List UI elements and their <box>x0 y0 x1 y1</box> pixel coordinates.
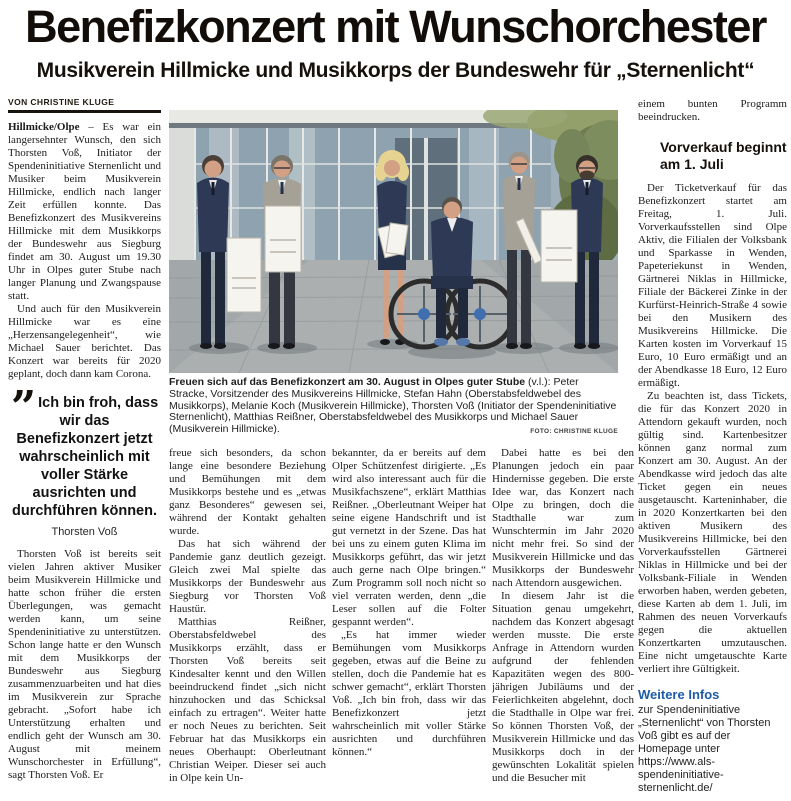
dateline: Hillmicke/Olpe <box>8 121 80 133</box>
photo-credit: FOTO: CHRISTINE KLUGE <box>525 428 618 436</box>
column-1 <box>8 121 161 799</box>
body-paragraph: freue sich besonders, da schon lange eine besondere Beziehung und Bemühungen mit dem Musikkorps bestehe und es „etwas ganz Besonderes“ gewesen sei, während der Kontakt gehalten wurde. <box>169 447 326 537</box>
subheadline: Musikverein Hillmicke und Musikkorps der Bundeswehr für „Sternenlicht“ <box>36 59 755 82</box>
pull-quote-body: Ich bin froh, dass wir das Benefizkonzert jetzt wahrscheinlich mit voller Stärke ausrichten und durchführen können. <box>12 395 159 519</box>
body-paragraph: Der Ticketverkauf für das Benefizkonzert startet am Freitag, 1. Juli. Vorverkaufsstellen sind Olpe Aktiv, die Filialen der Volksbank und Sparkasse in Wenden, Papeteriekunst in Wenden, Gärtnerei Niklas in Hillmicke, Filiale der Bäckerei Zinke in der Kurfürst-Heinrich-Straße 4 sowie bei den Musikern des Musikvereins Hillmicke. Die Karten kosten im Vorverkauf 15 Euro, 10 Euro ermäßigt und an der Abendkasse 18 Euro, 12 Euro ermäßigt. <box>638 182 787 389</box>
presale-heading-line2: am 1. Juli <box>660 156 724 172</box>
caption-rest: (v.l.): Peter Stracke, Vorsitzender des Musikvereins Hillmicke, Stefan Hahn (Oberstabsfeldwebel des Musikkorps), Melanie Koch (Musikverein Hillmicke), Thorsten Voß (Initiator der Spendeninitiative Sternenlicht), Matthias Reißner, Oberstabsfeldwebel des Musikkorps und Michael Sauer (Musikverein Hillmicke). <box>169 376 617 436</box>
paragraph-text: – Es war ein langersehnter Wunsch, den sich Thorsten Voß, Initiator der Spendeninitiative Sternenlicht und Musiker beim Musikverein Hillmicke, endlich nach langer Zeit erfüllen konnte. Das Benefizkonzert des Musikvereins Hillmicke mit dem Musikkorps der Bundeswehr aus Siegburg findet am 30. August um 19.30 Uhr in Olpes guter Stube nach langer Planung und Zwangspause statt. <box>8 121 161 302</box>
body-paragraph: In diesem Jahr ist die Situation genau umgekehrt, nachdem das Konzert abgesagt werden musste. Die erste Anfrage in Attendorn wurden aufgrund der fehlenden Kapazitäten wegen des 800-jährigen Jubiläums und der Feierlichkeiten abgelehnt, doch die Stadthalle in Olpe war frei. So können Thorsten Voß, der Musikverein Hillmicke und das Musikkorps doch in der gewünschten Lokalität spielen und die Besucher mit <box>492 590 634 784</box>
body-paragraph: „Es hat immer wieder Bemühungen vom Musikkorps gegeben, etwas auf die Beine zu stellen, doch die Pandemie hat es schwer gemacht“, erklärt Thorsten Voß. „Ich bin froh, dass wir das Benefizkonzert jetzt wahrscheinlich mit voller Stärke ausrichten und durchführen können.“ <box>332 629 486 758</box>
body-paragraph: Matthias Reißner, Oberstabsfeldwebel des Musikkorps erzählt, dass er Thorsten Voß bereits seit Kindesalter kennt und den Willen beeindruckend findet „sich nicht hinzuhocken und das Schicksal einfach zu ertragen“. Weiter hatte er noch Neues zu berichten. Seit Februar hat das Musikkorps ein neues Oberhaupt: Oberleutnant Christian Weiper. Dieser sei auch in Olpe kein Un- <box>169 616 326 784</box>
byline <box>8 97 161 113</box>
body-paragraph: Das hat sich während der Pandemie ganz deutlich gezeigt. Gleich zwei Mal spielte das Musikkorps der Bundeswehr aus Siegburg vor Thorsten Voß Haustür. <box>169 538 326 615</box>
body-paragraph: Thorsten Voß ist bereits seit vielen Jahren aktiver Musiker beim Musikverein Hillmicke und hatte schon früher die ersten Überlegungen, was gemacht werden kann, um seine Spendeninitiative zu unterstützen. Schon lange hatte er den Wunsch mit dem Musikkorps der Bundeswehr aus Siegburg zusammenzuarbeiten und hat dies im Musikverein zur Sprache gebracht. „Sofort habe ich Unterstützung erhalten und endlich geht der Wunsch am 30. August mit meinem Wunschorchester in Erfüllung“, sagt Thorsten Voß. Er <box>8 548 161 781</box>
byline-rule <box>8 110 161 113</box>
column-5 <box>638 98 787 800</box>
body-paragraph: Zu beachten ist, dass Tickets, die für das Konzert 2020 in Attendorn gekauft wurden, noch gültig sind. Kartenbesitzer können ganz normal zum Konzert am 30. August. An der Abendkasse wird jedoch das alte Ticket gegen ein neues ausgetauscht. Karteninhaber, die in 2020 Konzertkarten bei den aktiven Musikern des Musikvereins Hillmicke, bei den Vorverkaufsstellen Gärtnerei Niklas in Hillmicke und bei der Volksbank-Filiale in Wenden erworben haben, werden gebeten, diese Karten ab dem 1. Juli, im Rahmen des neuen Vorverkaufs gegen die aktuellen Konzertkarten umzutauschen. Eine nicht umgetauschte Karte verliert ihre Gültigkeit. <box>638 390 787 675</box>
more-info-heading: Weitere Infos <box>638 687 720 702</box>
byline-text: VON CHRISTINE KLUGE <box>8 97 115 107</box>
body-paragraph: bekannter, da er bereits auf dem Olper Schützenfest dirigierte. „Es wird also interessant auch für die Musikfachszene“, erklärt Matthias Reißner. „Oberleutnant Weiper hat seine eigene Handschrift und ist gut vernetzt in der Szene. Das hat bei uns zu einem guten Klima im Musikkorps geführt, das wir jetzt auch gerne nach Olpe bringen.“ Zum Programm soll noch nicht so viel verraten werden, denn „die Leser sollen auf die Folter gespannt werden“. <box>332 447 486 628</box>
column-4 <box>492 447 634 799</box>
body-paragraph: einem bunten Programm beeindrucken. <box>638 98 787 123</box>
presale-heading-line1: Vorverkauf beginnt <box>660 139 787 155</box>
presale-heading <box>660 139 787 173</box>
body-paragraph <box>8 121 161 303</box>
group-photo-illustration <box>169 110 618 373</box>
more-info-text: zur Spendeninitiative „Sternenlicht“ von Thorsten Voß gibt es auf der Homepage unter https://www.als-spendeninitiative-sternenlicht.de/ <box>638 704 771 794</box>
headline: Benefizkonzert mit Wunschorchester <box>25 1 766 52</box>
column-2 <box>169 447 326 799</box>
quote-marks-icon: ” <box>10 382 34 433</box>
article-photo <box>169 110 618 373</box>
column-3 <box>332 447 486 799</box>
pull-quote <box>8 382 161 539</box>
body-paragraph: Und auch für den Musikverein Hillmicke war es eine „Herzensangelegenheit“, wie Michael Sauer berichtet. Das Konzert war bereits für 2020 geplant, doch dann kam Corona. <box>8 303 161 380</box>
pull-quote-attribution: Thorsten Voß <box>51 526 118 538</box>
photo-caption <box>169 377 618 436</box>
pull-quote-text <box>8 382 161 520</box>
body-paragraph: Dabei hatte es bei den Planungen jedoch ein paar Hindernisse gegeben. Die erste Idee war, das Konzert nach Olpe zu bringen, doch die Stadthalle war zum Wunschtermin im Jahr 2020 nicht mehr frei. So sind der Musikverein Hillmicke und das Musikkorps der Bundeswehr nach Attendorn ausgewichen. <box>492 447 634 589</box>
caption-lead: Freuen sich auf das Benefizkonzert am 30. August in Olpes guter Stube <box>169 376 526 388</box>
